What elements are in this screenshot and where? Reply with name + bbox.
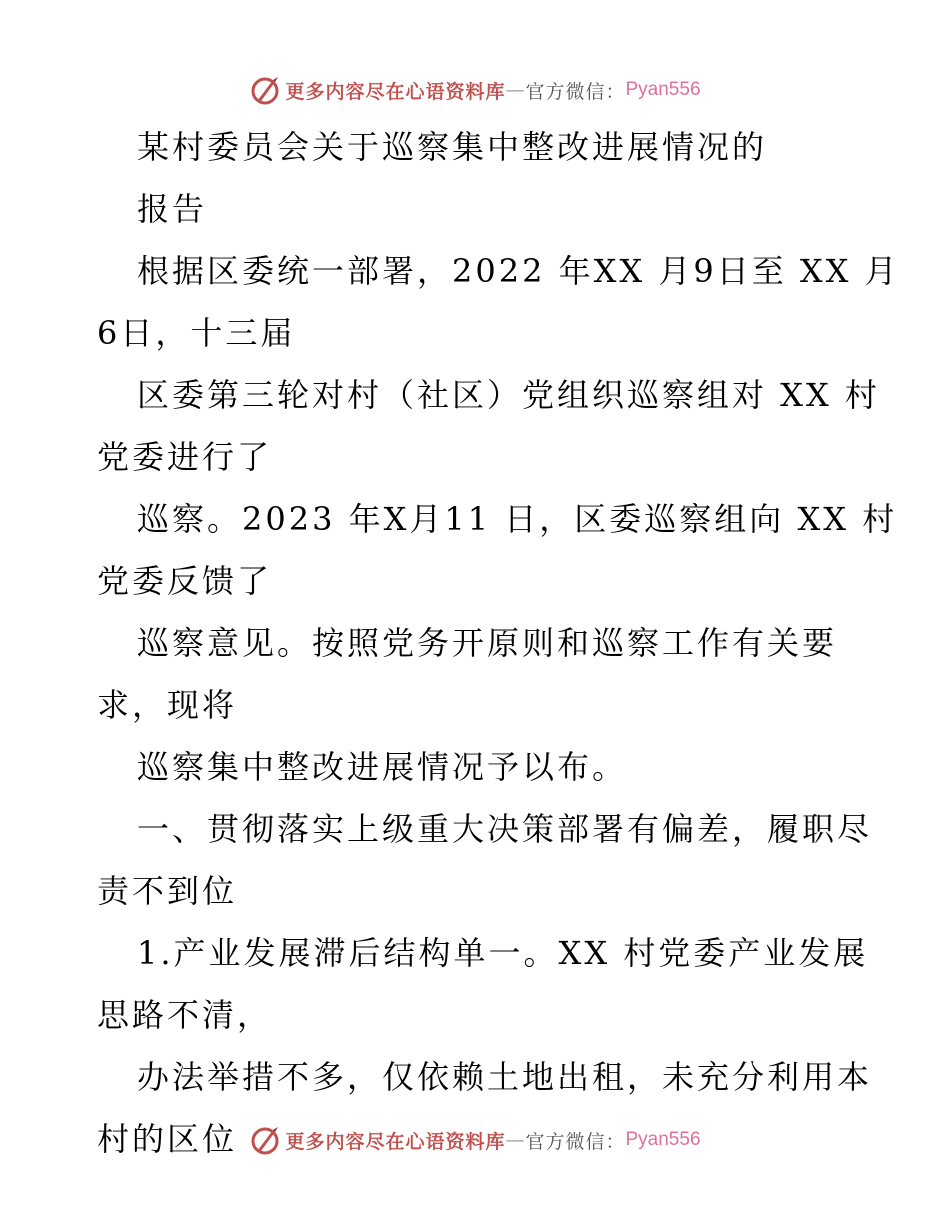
document-body: [97, 116, 900, 1170]
header-banner: [0, 70, 950, 110]
text-line: 思路不清，: [97, 996, 273, 1034]
quill-logo-icon: [249, 74, 281, 106]
banner-wechat-id: Pyan556: [625, 79, 701, 100]
text-line: 根据区委统一部署，2022 年XX 月9日至 XX 月: [137, 252, 900, 290]
text-line: 某村委员会关于巡察集中整改进展情况的: [137, 128, 768, 166]
banner-wechat-label: 官方微信：: [525, 80, 626, 103]
text-line: 求，现将: [97, 686, 238, 724]
text-line: 1.产业发展滞后结构单一。XX 村党委产业发展: [137, 934, 869, 972]
text-line: 报告: [137, 190, 208, 228]
banner-dash: —: [505, 79, 526, 101]
banner-wechat-label: 官方微信：: [525, 1130, 626, 1153]
text-line: 区委第三轮对村（社区）党组织巡察组对 XX 村: [137, 376, 880, 414]
text-line: 党委进行了: [97, 438, 273, 476]
banner-slogan: 更多内容尽在心语资料库: [285, 1130, 506, 1153]
footer-banner: [0, 1120, 950, 1160]
text-line: 党委反馈了: [97, 562, 273, 600]
banner-slogan: 更多内容尽在心语资料库: [285, 80, 506, 103]
text-line: 村的区位: [97, 1120, 238, 1158]
text-line: 巡察意见。按照党务开原则和巡察工作有关要: [137, 624, 838, 662]
text-line: 6日，十三届: [97, 314, 296, 352]
text-line: 巡察集中整改进展情况予以布。: [137, 748, 628, 786]
text-line: 巡察。2023 年X月11 日，区委巡察组向 XX 村: [137, 500, 898, 538]
text-line: 一、贯彻落实上级重大决策部署有偏差，履职尽: [137, 810, 873, 848]
text-line: 责不到位: [97, 872, 238, 910]
quill-logo-icon: [249, 1124, 281, 1156]
banner-dash: —: [505, 1129, 526, 1151]
text-line: 办法举措不多，仅依赖土地出租，未充分利用本: [137, 1058, 873, 1096]
banner-wechat-id: Pyan556: [625, 1129, 701, 1150]
